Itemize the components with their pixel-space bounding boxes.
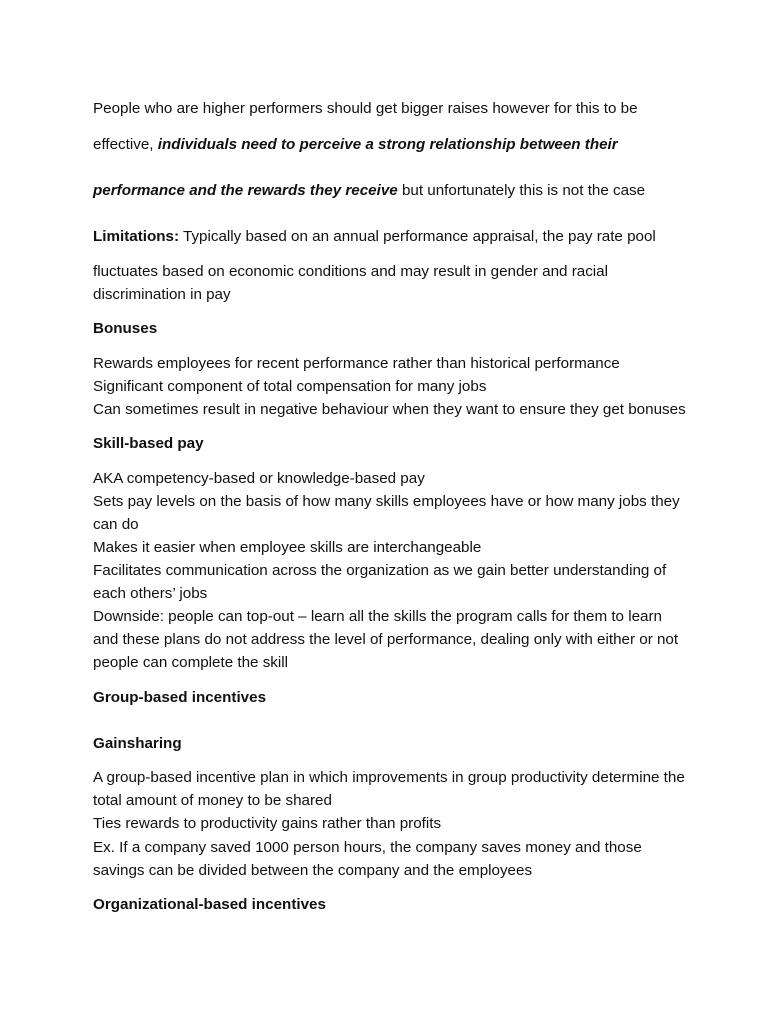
gainsharing-line: Ties rewards to productivity gains rather than profits — [93, 815, 442, 832]
intro-text-1: People who are higher performers should get bigger raises however for this to be — [93, 100, 638, 117]
limitations-text-3: discrimination in pay — [93, 286, 231, 303]
group-based-incentives-heading: Group-based incentives — [93, 689, 267, 706]
skill-based-pay-heading: Skill-based pay — [93, 435, 204, 452]
skill-based-pay-line: each others’ jobs — [93, 585, 208, 602]
limitations-label: Limitations: — [93, 228, 180, 245]
intro-text-2: effective, — [93, 136, 158, 153]
skill-based-pay-line: people can complete the skill — [93, 654, 289, 671]
intro-text-3: but unfortunately this is not the case — [397, 182, 646, 199]
skill-based-pay-line: and these plans do not address the level of performance, dealing only with either or not — [93, 631, 679, 648]
gainsharing-line: total amount of money to be shared — [93, 792, 332, 809]
organizational-based-incentives-heading: Organizational-based incentives — [93, 896, 326, 913]
gainsharing-line: A group-based incentive plan in which improvements in group productivity determine the — [93, 769, 685, 786]
limitations-line-2 — [93, 263, 608, 281]
intro-line-1 — [93, 100, 638, 118]
bonuses-line: Can sometimes result in negative behaviour when they want to ensure they get bonuses — [93, 401, 686, 418]
intro-line-3 — [93, 182, 645, 200]
skill-based-pay-line: Facilitates communication across the organization as we gain better understanding of — [93, 562, 667, 579]
skill-based-pay-line: AKA competency-based or knowledge-based pay — [93, 470, 425, 487]
limitations-line-1 — [93, 228, 656, 246]
limitations-text-2: fluctuates based on economic conditions and may result in gender and racial — [93, 263, 608, 280]
limitations-line-3 — [93, 286, 231, 304]
intro-emphasis-1: individuals need to perceive a strong relationship between their — [157, 136, 618, 153]
intro-emphasis-2: performance and the rewards they receive — [93, 182, 398, 199]
gainsharing-line: Ex. If a company saved 1000 person hours, the company saves money and those — [93, 839, 642, 856]
bonuses-line: Significant component of total compensation for many jobs — [93, 378, 487, 395]
bonuses-line: Rewards employees for recent performance rather than historical performance — [93, 355, 620, 372]
skill-based-pay-line: Downside: people can top-out – learn all the skills the program calls for them to learn — [93, 608, 662, 625]
skill-based-pay-line: Sets pay levels on the basis of how many skills employees have or how many jobs they — [93, 493, 680, 510]
skill-based-pay-line: can do — [93, 516, 139, 533]
intro-line-2 — [93, 136, 618, 154]
bonuses-heading: Bonuses — [93, 320, 158, 337]
limitations-text-1: Typically based on an annual performance appraisal, the pay rate pool — [179, 228, 656, 245]
gainsharing-heading: Gainsharing — [93, 735, 182, 752]
skill-based-pay-line: Makes it easier when employee skills are interchangeable — [93, 539, 482, 556]
gainsharing-line: savings can be divided between the company and the employees — [93, 862, 533, 879]
